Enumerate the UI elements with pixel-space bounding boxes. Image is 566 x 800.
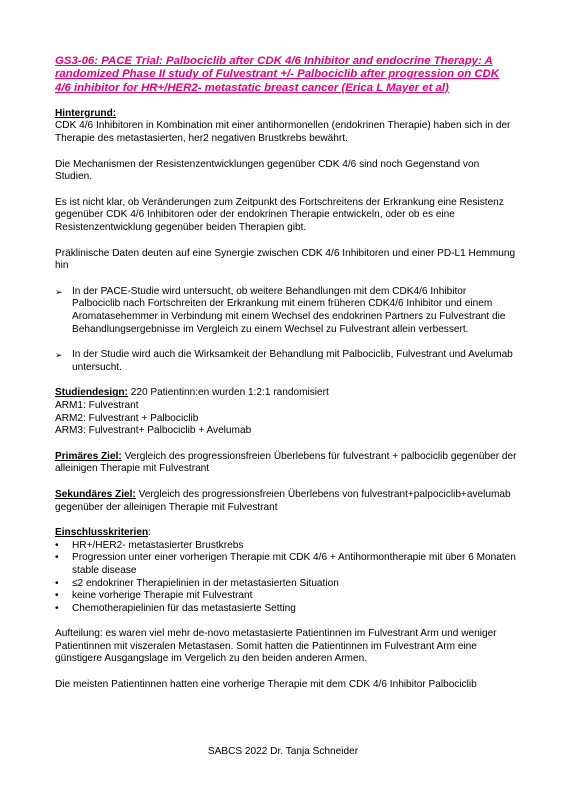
sekundaeres-ziel-section [55, 489, 517, 514]
arm-1: ARM1: Fulvestrant [55, 399, 139, 411]
arrow-point-item [55, 286, 517, 336]
arm-3: ARM3: Fulvestrant+ Palbociclib + Avelumab [55, 425, 252, 437]
einschluss-list [55, 540, 517, 616]
sekundaeres-ziel-heading: Sekundäres Ziel: [55, 488, 136, 500]
document-page [55, 55, 517, 705]
sekundaeres-ziel-text: Vergleich des progressionsfreien Überlebens von fulvestrant+palpociclib+avelumab gegenüber der alleinigen Therapie mit Fulvestrant [55, 488, 511, 513]
einschluss-item-text: HR+/HER2- metastasierter Brustkrebs [72, 539, 244, 551]
arrow-bullet-icon: ➢ [55, 350, 63, 361]
hintergrund-paragraph-3: Es ist nicht klar, ob Veränderungen zum Zeitpunkt des Fortschreitens der Erkrankung eine Resistenz gegenüber CDK 4/6 Inhibitoren oder der endokrinen Therapie entwickeln, oder ob es eine Resistenzentwicklung gegenüber beiden Therapien gibt. [55, 196, 504, 234]
einschluss-item-text: Chemotherapielinien für das metastasierte Setting [72, 602, 296, 614]
bullet-dot-icon: • [55, 602, 59, 614]
bullet-dot-icon: • [55, 577, 59, 589]
hintergrund-paragraph-4: Präklinische Daten deuten auf eine Synergie zwischen CDK 4/6 Inhibitoren und einer PD-L1 Hemmung hin [55, 247, 516, 272]
primaeres-ziel-section [55, 451, 517, 476]
primaeres-ziel-heading: Primäres Ziel: [55, 450, 122, 462]
hintergrund-paragraph-1: CDK 4/6 Inhibitoren in Kombination mit einer antihormonellen (endokrinen Therapie) haben sich in der Therapie des metastasierten, her2 negativen Brustkrebs bewährt. [55, 120, 511, 145]
arrow-point-list [55, 286, 517, 375]
studiendesign-heading: Studiendesign: [55, 387, 128, 399]
bullet-dot-icon: • [55, 539, 59, 551]
einschluss-item [55, 552, 517, 577]
einschluss-item-text: keine vorherige Therapie mit Fulvestrant [72, 590, 253, 602]
einschluss-item-text: Progression unter einer vorherigen Therapie mit CDK 4/6 + Antihormontherapie mit über 6 Monaten stable disease [72, 552, 516, 576]
einschluss-item [55, 603, 517, 616]
einschluss-heading: Einschlusskriterien [55, 527, 149, 539]
primaeres-ziel-text: Vergleich des progressionsfreien Überlebens für fulvestrant + palbociclib gegenüber der alleinigen Therapie mit Fulvestrant [55, 450, 517, 475]
arrow-point-text: In der Studie wird auch die Wirksamkeit der Behandlung mit Palbociclib, Fulvestrant und Avelumab untersucht. [72, 349, 513, 373]
page-footer: SABCS 2022 Dr. Tanja Schneider [207, 746, 359, 757]
arm-2: ARM2: Fulvestrant + Palbociclib [55, 412, 199, 424]
bullet-dot-icon: • [55, 590, 59, 602]
einschluss-item [55, 540, 517, 553]
studiendesign-text: 220 Patientinn:en wurden 1:2:1 randomisiert [127, 387, 329, 399]
arrow-point-item [55, 349, 517, 374]
meisten-paragraph: Die meisten Patientinnen hatten eine vorherige Therapie mit dem CDK 4/6 Inhibitor Palbociclib [55, 679, 477, 691]
einschluss-heading-colon: : [148, 527, 151, 539]
arrow-bullet-icon: ➢ [55, 286, 63, 297]
einschluss-item [55, 590, 517, 603]
hintergrund-section [55, 108, 517, 273]
document-title: GS3-06: PACE Trial: Palbociclib after CDK 4/6 Inhibitor and endocrine Therapy: A randomized Phase II study of Fulvestrant +/- Palbociclib after progression on CDK 4/6 inhibitor for HR+/HER2- metastatic breast cancer (Erica L Mayer et al) [55, 55, 500, 94]
einschluss-item-text: ≤2 endokriner Therapielinien in der metastasierten Situation [72, 577, 339, 589]
bullet-dot-icon: • [55, 552, 59, 564]
hintergrund-heading: Hintergrund: [55, 107, 117, 119]
einschluss-item [55, 578, 517, 591]
einschluss-heading-line [55, 527, 517, 540]
aufteilung-paragraph: Aufteilung: es waren viel mehr de-novo metastasierte Patientinnen im Fulvestrant Arm und weniger Patientinnen mit viszeralen Metastasen. Somit hatten die Patientinnen im Fulvestrant Arm eine günstigere Ausgangslage im Vergelich zu den beiden anderen Armen. [55, 628, 497, 665]
studiendesign-section [55, 387, 517, 437]
arrow-point-text: In der PACE-Studie wird untersucht, ob weitere Behandlungen mit dem CDK4/6 Inhibitor Palbociclib nach Fortschreiten der Erkrankung mit einem früheren CDK4/6 Inhibitor und einem Aromatasehemmer in Verbindung mit einem Wechsel des endokrinen Partners zu Fulvestrant die Behandlungsergebnisse im Vergleich zu einem Wechsel zu Fulvestrant allein verbessert. [72, 285, 506, 335]
hintergrund-paragraph-2: Die Mechanismen der Resistenzentwicklungen gegenüber CDK 4/6 sind noch Gegenstand von Studien. [55, 158, 480, 183]
einschluss-section [55, 527, 517, 615]
